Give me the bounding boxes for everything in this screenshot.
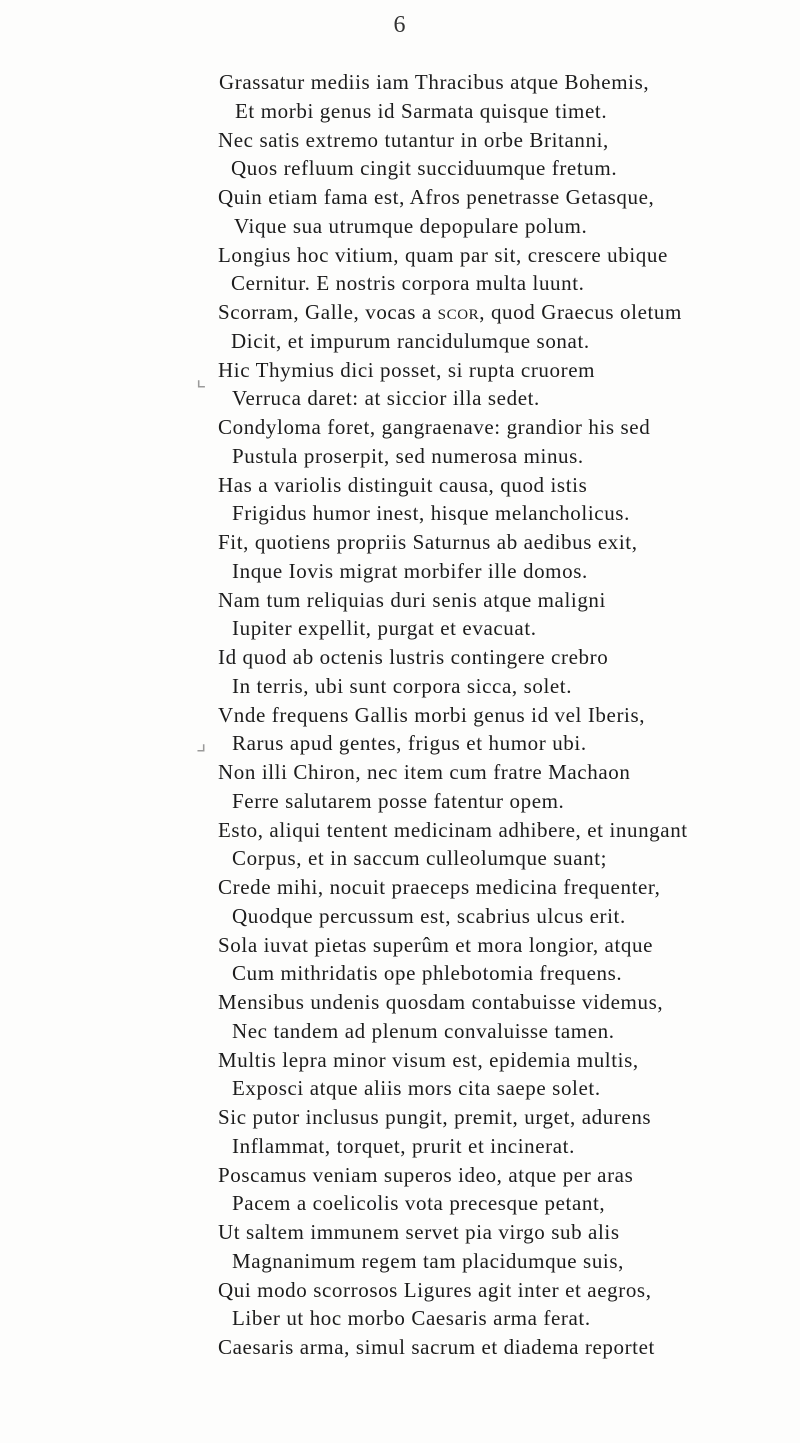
verse-line: Liber ut hoc morbo Caesaris arma ferat. bbox=[232, 1306, 591, 1330]
verse-line: Vique sua utrumque depopulare polum. bbox=[234, 214, 588, 238]
verse-line: Cum mithridatis ope phlebotomia frequens. bbox=[232, 961, 623, 985]
verse-text bbox=[0, 68, 800, 1428]
verse-line: Longius hoc vitium, quam par sit, crescere ubique bbox=[218, 243, 668, 267]
verse-line: Cernitur. E nostris corpora multa luunt. bbox=[231, 271, 585, 295]
verse-line: Nec satis extremo tutantur in orbe Britanni, bbox=[218, 128, 609, 152]
verse-line: Ut saltem immunem servet pia virgo sub alis bbox=[218, 1220, 620, 1244]
verse-line: Pacem a coelicolis vota precesque petant, bbox=[232, 1191, 606, 1215]
verse-line: Crede mihi, nocuit praeceps medicina frequenter, bbox=[218, 875, 661, 899]
verse-line: Dicit, et impurum rancidulumque sonat. bbox=[231, 329, 590, 353]
verse-line: Vnde frequens Gallis morbi genus id vel Iberis, bbox=[218, 703, 646, 727]
smallcaps-word: scor bbox=[437, 300, 480, 324]
verse-line: Corpus, et in saccum culleolumque suant; bbox=[232, 846, 608, 870]
verse-line: Frigidus humor inest, hisque melancholicus. bbox=[232, 501, 630, 525]
verse-line: Sic putor inclusus pungit, premit, urget, adurens bbox=[218, 1105, 652, 1129]
verse-line: Esto, aliqui tentent medicinam adhibere, et inungant bbox=[218, 818, 688, 842]
verse-line: Scorram, Galle, vocas a scor, quod Graecus oletum bbox=[218, 300, 682, 324]
verse-line: Verruca daret: at siccior illa sedet. bbox=[232, 386, 540, 410]
verse-line: Quodque percussum est, scabrius ulcus erit. bbox=[232, 904, 626, 928]
margin-mark-2: ⌟ bbox=[196, 731, 207, 756]
verse-line: In terris, ubi sunt corpora sicca, solet. bbox=[232, 674, 573, 698]
verse-line: Magnanimum regem tam placidumque suis, bbox=[232, 1249, 624, 1273]
verse-line: Id quod ab octenis lustris contingere crebro bbox=[218, 645, 609, 669]
verse-line: Qui modo scorrosos Ligures agit inter et aegros, bbox=[218, 1278, 652, 1302]
verse-line: Inque Iovis migrat morbifer ille domos. bbox=[232, 559, 588, 583]
verse-line: Sola iuvat pietas superûm et mora longior, atque bbox=[218, 933, 654, 957]
verse-line: Mensibus undenis quosdam contabuisse videmus, bbox=[218, 990, 664, 1014]
verse-line: Pustula proserpit, sed numerosa minus. bbox=[232, 444, 584, 468]
verse-line: Has a variolis distinguit causa, quod istis bbox=[218, 473, 588, 497]
verse-line: Nec tandem ad plenum convaluisse tamen. bbox=[232, 1019, 615, 1043]
verse-line: Iupiter expellit, purgat et evacuat. bbox=[232, 616, 537, 640]
verse-line: Non illi Chiron, nec item cum fratre Machaon bbox=[218, 760, 631, 784]
verse-line: Quos refluum cingit succiduumque fretum. bbox=[231, 156, 618, 180]
verse-line: Quin etiam fama est, Afros penetrasse Getasque, bbox=[218, 185, 655, 209]
verse-line: Multis lepra minor visum est, epidemia multis, bbox=[218, 1048, 639, 1072]
verse-line: Hic Thymius dici posset, si rupta cruorem bbox=[218, 358, 596, 382]
page-number: 6 bbox=[393, 12, 407, 38]
margin-mark-1: ⌞ bbox=[196, 367, 207, 392]
verse-line: Et morbi genus id Sarmata quisque timet. bbox=[235, 99, 608, 123]
verse-line: Grassatur mediis iam Thracibus atque Bohemis, bbox=[219, 70, 650, 94]
verse-line: Exposci atque aliis mors cita saepe solet. bbox=[232, 1076, 601, 1100]
verse-line: Fit, quotiens propriis Saturnus ab aedibus exit, bbox=[218, 530, 638, 554]
verse-line: Ferre salutarem posse fatentur opem. bbox=[232, 789, 565, 813]
verse-line: Rarus apud gentes, frigus et humor ubi. bbox=[232, 731, 587, 755]
verse-line: Inflammat, torquet, prurit et incinerat. bbox=[232, 1134, 575, 1158]
verse-line: Poscamus veniam superos ideo, atque per aras bbox=[218, 1163, 634, 1187]
verse-line: Nam tum reliquias duri senis atque maligni bbox=[218, 588, 606, 612]
verse-line: Condyloma foret, gangraenave: grandior his sed bbox=[218, 415, 651, 439]
verse-line: Caesaris arma, simul sacrum et diadema reportet bbox=[218, 1335, 655, 1359]
